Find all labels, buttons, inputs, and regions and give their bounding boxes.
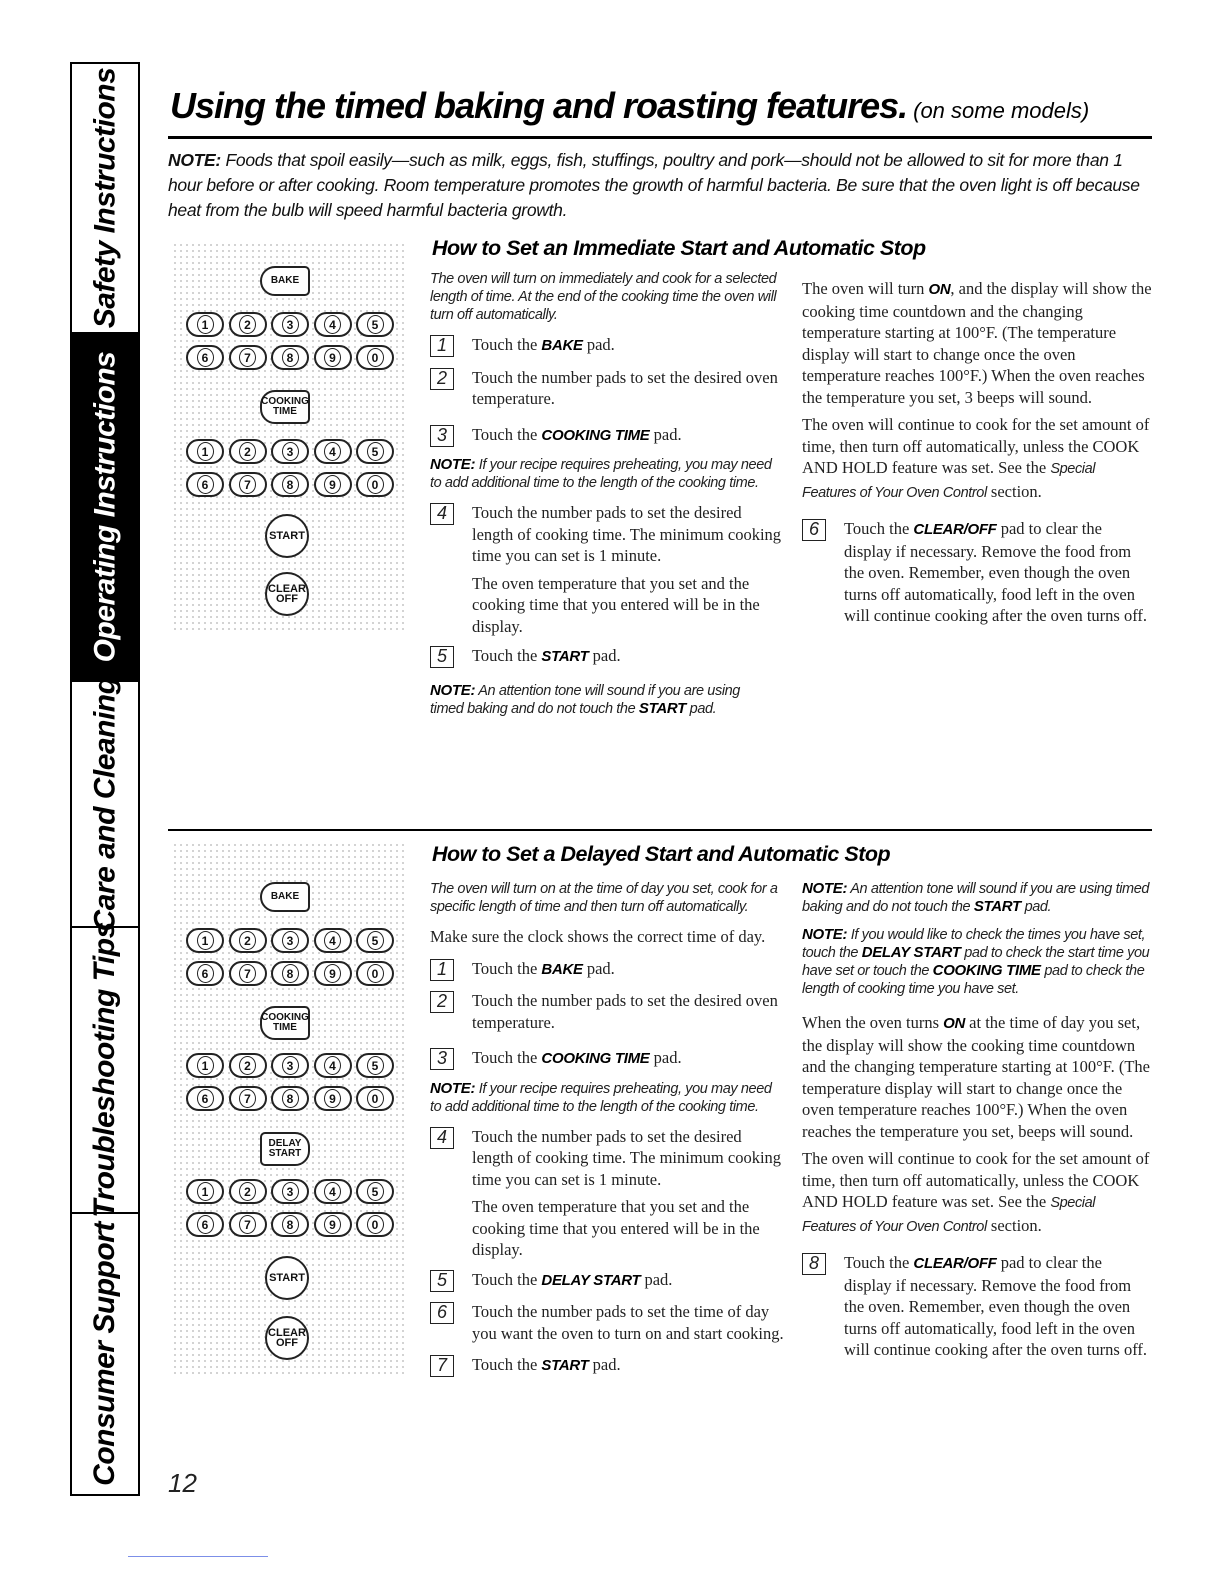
section1-intro: The oven will turn on immediately and cook for a selected length of time. At the end of the cooking time the oven will turn off automatically.: [430, 271, 777, 323]
attention-tone-note: NOTE: An attention tone will sound if you are using timed baking and do not touch the START pad.: [802, 880, 1150, 915]
number-pad-5: 5: [356, 312, 394, 337]
tab-label: Care and Cleaning: [88, 676, 121, 932]
number-pad-0: 0: [356, 472, 394, 497]
page-subtitle: (on some models): [913, 98, 1090, 123]
number-pad-7: 7: [229, 1212, 267, 1237]
number-pad-4: 4: [314, 1179, 352, 1204]
step-2: 2 Touch the number pads to set the desired oven temperature.: [430, 990, 785, 1033]
number-pad-7: 7: [229, 961, 267, 986]
step-1: 1 Touch the BAKE pad.: [430, 958, 785, 981]
section2-right-column: [802, 880, 1152, 1361]
food-safety-note: NOTE: Foods that spoil easily—such as milk, eggs, fish, stuffings, poultry and pork—should not be allowed to sit for more than 1 hour before or after cooking. Room temperature promotes the growth of harmful bacteria. Be sure that the oven light is off because heat from the bulb will speed harmful bacteria growth.: [168, 150, 1140, 220]
number-pad-2: 2: [229, 928, 267, 953]
number-pad-6: 6: [186, 1086, 224, 1111]
number-pad-1: 1: [186, 439, 224, 464]
section1-left-column: [430, 270, 785, 718]
number-pad-5: 5: [356, 1179, 394, 1204]
number-pad-9: 9: [314, 961, 352, 986]
step-number: 1: [430, 335, 454, 357]
bottom-link-underline: [128, 1556, 268, 1557]
step-number: 3: [430, 1048, 454, 1070]
step-number: 8: [802, 1253, 826, 1275]
number-pad-0: 0: [356, 345, 394, 370]
step-1: 1 Touch the BAKE pad.: [430, 334, 785, 357]
number-pad-6: 6: [186, 345, 224, 370]
number-pad-0: 0: [356, 1086, 394, 1111]
number-pad-4: 4: [314, 928, 352, 953]
page-title: Using the timed baking and roasting features. (on some models): [170, 85, 1090, 126]
number-pad-9: 9: [314, 1086, 352, 1111]
number-pad-8: 8: [271, 1086, 309, 1111]
preheat-note: NOTE: If your recipe requires preheating, you may need to add additional time to the length of the cooking time.: [430, 1079, 772, 1115]
step-3: 3 Touch the COOKING TIME pad.: [430, 1047, 785, 1070]
bake-pad: BAKE: [260, 266, 310, 296]
step-number: 3: [430, 425, 454, 447]
tab-care-and-cleaning[interactable]: [72, 676, 138, 932]
number-pad-2: 2: [229, 439, 267, 464]
number-pad-2: 2: [229, 1053, 267, 1078]
section-heading-delayed-start: How to Set a Delayed Start and Automatic Stop: [432, 842, 891, 866]
preheat-note: NOTE: If your recipe requires preheating, you may need to add additional time to the length of the cooking time.: [430, 456, 772, 491]
section1-right-column: [802, 278, 1152, 627]
number-pad-4: 4: [314, 1053, 352, 1078]
tab-consumer-support[interactable]: [72, 1214, 138, 1494]
number-pad-9: 9: [314, 472, 352, 497]
section1-paragraph-on: The oven will turn ON, and the display will show the cooking time countdown and the changing temperature starting at 100°F. (The temperature display will start to change once the oven temperature reaches 100°F.) When the oven reaches the temperature you set, 3 beeps will sound.: [802, 279, 1152, 407]
step-number: 1: [430, 959, 454, 981]
step-2: 2 Touch the number pads to set the desired oven temperature.: [430, 367, 785, 410]
section2-paragraph-on: When the oven turns ON at the time of day you set, the display will show the cooking time countdown and the changing temperature starting at 100°F. (The temperature display will start to change once the oven temperature reaches 100°F.) When the oven reaches the temperature you set, beeps will sound.: [802, 1013, 1150, 1141]
number-pad-1: 1: [186, 1053, 224, 1078]
step-4-detail: The oven temperature that you set and the cooking time that you entered will be in the display.: [472, 1197, 760, 1259]
cooking-time-pad: COOKING TIME: [260, 390, 310, 424]
number-pad-3: 3: [271, 1179, 309, 1204]
number-pad-4: 4: [314, 439, 352, 464]
clock-instruction: Make sure the clock shows the correct time of day.: [430, 927, 766, 946]
tab-operating-instructions[interactable]: [72, 334, 138, 682]
step-6: 6 Touch the CLEAR/OFF pad to clear the display if necessary. Remove the food from the oven. Remember, even though the oven turns off automatically, food left in the oven will continue cooking after the oven turns off.: [802, 518, 1152, 627]
clear-off-pad: CLEAR OFF: [265, 1316, 309, 1360]
number-pad-3: 3: [271, 439, 309, 464]
step-number: 6: [430, 1302, 454, 1324]
section-heading-immediate-start: How to Set an Immediate Start and Automatic Stop: [432, 236, 926, 260]
number-pad-1: 1: [186, 928, 224, 953]
side-tab-bar: [70, 62, 140, 1496]
number-pad-1: 1: [186, 1179, 224, 1204]
number-pad-8: 8: [271, 345, 309, 370]
number-pad-9: 9: [314, 345, 352, 370]
number-pad-5: 5: [356, 928, 394, 953]
number-pad-2: 2: [229, 1179, 267, 1204]
step-number: 7: [430, 1355, 454, 1377]
step-number: 4: [430, 1127, 454, 1149]
clear-off-pad: CLEAR OFF: [265, 572, 309, 616]
step-4-detail: The oven temperature that you set and the cooking time that you entered will be in the display.: [472, 573, 760, 636]
step-number: 4: [430, 503, 454, 525]
step-5: 5 Touch the DELAY START pad.: [430, 1269, 785, 1292]
tab-label: Troubleshooting Tips: [88, 922, 121, 1218]
number-pad-5: 5: [356, 1053, 394, 1078]
step-number: 2: [430, 368, 454, 390]
number-pad-3: 3: [271, 312, 309, 337]
number-pad-6: 6: [186, 472, 224, 497]
page-number: 12: [168, 1468, 197, 1498]
cooking-time-pad: COOKING TIME: [260, 1006, 310, 1040]
start-pad: START: [265, 1256, 309, 1300]
tab-label: Operating Instructions: [88, 351, 122, 663]
keypad-illustration-immediate: [172, 242, 408, 634]
step-4: 4 Touch the number pads to set the desired length of cooking time. The minimum cooking time you can set is 1 minute. The oven temperature that you set and the cooking time that you entered will be in the display.: [430, 1126, 785, 1261]
step-number: 5: [430, 646, 454, 668]
number-pad-6: 6: [186, 961, 224, 986]
step-4: 4 Touch the number pads to set the desired length of cooking time. The minimum cooking time you can set is 1 minute. The oven temperature that you set and the cooking time that you entered will be in the display.: [430, 502, 785, 637]
number-pad-3: 3: [271, 1053, 309, 1078]
number-pad-9: 9: [314, 1212, 352, 1237]
step-number: 5: [430, 1270, 454, 1292]
step-3: 3 Touch the COOKING TIME pad.: [430, 424, 785, 447]
number-pad-7: 7: [229, 345, 267, 370]
number-pad-7: 7: [229, 472, 267, 497]
section2-left-column: [430, 880, 785, 1377]
number-pad-8: 8: [271, 1212, 309, 1237]
step-number: 6: [802, 519, 826, 541]
tab-troubleshooting-tips[interactable]: [72, 922, 138, 1218]
attention-tone-note: NOTE: An attention tone will sound if you are using timed baking and do not touch the START pad.: [430, 681, 740, 717]
step-5: 5 Touch the START pad.: [430, 645, 785, 668]
delay-start-pad: DELAY START: [260, 1132, 310, 1166]
bake-pad: BAKE: [260, 882, 310, 912]
section2-paragraph-continue: The oven will continue to cook for the set amount of time, then turn off automatically, unless the COOK AND HOLD feature was set. See the Special Features of Your Oven Control section.: [802, 1149, 1150, 1235]
step-8: 8 Touch the CLEAR/OFF pad to clear the display if necessary. Remove the food from the oven. Remember, even though the oven turns off automatically, food left in the oven will continue cooking after the oven turns off.: [802, 1252, 1152, 1361]
number-pad-5: 5: [356, 439, 394, 464]
number-pad-0: 0: [356, 1212, 394, 1237]
step-number: 2: [430, 991, 454, 1013]
number-pad-3: 3: [271, 928, 309, 953]
step-6: 6 Touch the number pads to set the time of day you want the oven to turn on and start cooking.: [430, 1301, 785, 1344]
number-pad-8: 8: [271, 961, 309, 986]
section2-intro: The oven will turn on at the time of day you set, cook for a specific length of time and then turn off automatically.: [430, 881, 778, 915]
title-divider: [168, 136, 1152, 139]
number-pad-6: 6: [186, 1212, 224, 1237]
tab-label: Consumer Support: [88, 1222, 122, 1486]
number-pad-7: 7: [229, 1086, 267, 1111]
number-pad-1: 1: [186, 312, 224, 337]
number-pad-4: 4: [314, 312, 352, 337]
tab-label: Safety Instructions: [88, 67, 121, 329]
check-times-note: NOTE: If you would like to check the times you have set, touch the DELAY START pad to check the start time you have set or touch the COOKING TIME pad to check the length of cooking time you have set.: [802, 926, 1150, 997]
number-pad-2: 2: [229, 312, 267, 337]
section1-paragraph-continue: The oven will continue to cook for the set amount of time, then turn off automatically, unless the COOK AND HOLD feature was set. See the Special Features of Your Oven Control section.: [802, 415, 1150, 501]
section-divider: [168, 829, 1152, 831]
start-pad: START: [265, 514, 309, 558]
keypad-illustration-delayed: [172, 842, 408, 1378]
step-7: 7 Touch the START pad.: [430, 1354, 785, 1377]
number-pad-0: 0: [356, 961, 394, 986]
number-pad-8: 8: [271, 472, 309, 497]
tab-safety-instructions[interactable]: [72, 64, 138, 334]
